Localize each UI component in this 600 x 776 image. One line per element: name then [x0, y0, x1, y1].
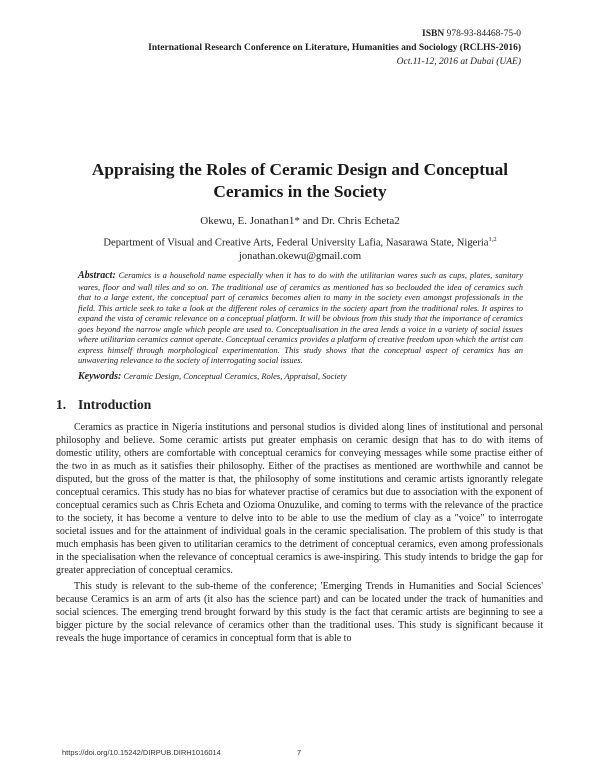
isbn-line [422, 29, 521, 39]
keywords-text: Ceramic Design, Conceptual Ceramics, Roles, Appraisal, Society [123, 371, 347, 381]
section-body [56, 421, 543, 648]
conference-name: International Research Conference on Literature, Humanities and Sociology (RCLHS-2016) [148, 43, 521, 53]
abstract-label: Abstract: [78, 270, 116, 281]
affiliation [60, 236, 540, 249]
section-number: 1. [56, 397, 67, 412]
affiliation-superscript: 1,2 [488, 236, 497, 243]
conference-dates: Oct.11-12, 2016 at Dubai (UAE) [396, 57, 521, 67]
page-number: 7 [297, 748, 302, 757]
abstract-text: Ceramics is a household name especially when it has to do with the utilitarian wares such as cups, plates, sanitary wares, floor and wall tiles and so on. The traditional use of ceramics as mentioned has so beclouded the idea of ceramics such that to a large extent, the conceptual part of ceramics becomes alien to many in the society even amongst professionals in the field. This article seek to take a look at the different roles of ceramics in the society apart from the traditional roles. It aspires to expand the vista of ceramic relevance on a conceptual platform. It will be obvious from this study that the importance of ceramics goes beyond the narrow angle which people are used to. Conceptualisation in the area lends a voice in a variety of social issues where utilitarian ceramics cannot operate. Conceptual ceramics provides a platform of creative freedom upon which the artist can express himself through morphological experimentation. This study shows that the conceptual aspect of ceramics has an unwavering relevance to the society of interrogating social issues. [78, 270, 523, 365]
keywords [78, 371, 523, 382]
keywords-label: Keywords: [78, 371, 122, 382]
body-paragraph: Ceramics as practice in Nigeria institutions and personal studios is divided along lines of institutional and personal philosophy and believe. Some ceramic artists put greater emphasis on ceramic design that has to do with items of domestic utility, others are comfortable with conceptual ceramics for conveying messages while some practise either of the two in as much as it satisfies their philosophy. Either of the practises as mentioned are worthwhile and cannot be disputed, but the gross of the matter is that, the philosophy of some institutions and ceramic artists ignorantly relegate conceptual ceramics. This study has no bias for whatever practise of ceramics but due to association with the exponent of conceptual ceramics such as Chris Echeta and Ozioma Onuzulike, and coming to terms with the relevance of the practice to the society, it has become a venture to delve into to be able to use the medium of clay as a "voice" to interrogate societal issues and for the attainment of individual goals in the ceramic specialisation. The problem of this study is that much emphasis has been given to utilitarian ceramics to the detriment of conceptual ceramics, even among professionals in the specialisation when the relevance of conceptual ceramics is awe-inspiring. This study intends to bridge the gap for greater appreciation of conceptual ceramics. [56, 422, 543, 576]
body-paragraph: This study is relevant to the sub-theme of the conference; 'Emerging Trends in Humanities and Social Sciences' because Ceramics is an arm of arts (it also has the science part) and can be located under the track of humanities and social sciences. The emerging trend brought forward by this study is the fact that ceramic artists are beginning to see a bigger picture by the social relevance of ceramics other than the traditional uses. This study is significant because it reveals the huge importance of ceramics in conceptual form that is able to [56, 581, 543, 644]
affiliation-text: Department of Visual and Creative Arts, Federal University Lafia, Nasarawa State, Nigeria [103, 237, 489, 249]
paper-title: Appraising the Roles of Ceramic Design and Conceptual Ceramics in the Society [91, 160, 509, 201]
section-title: Introduction [78, 397, 152, 412]
abstract [78, 270, 523, 366]
authors: Okewu, E. Jonathan1* and Dr. Chris Echeta2 [200, 215, 400, 227]
section-heading [56, 397, 151, 413]
author-email[interactable]: jonathan.okewu@gmail.com [238, 251, 362, 262]
isbn-value: 978-93-84468-75-0 [446, 29, 521, 39]
isbn-label: ISBN [422, 29, 445, 39]
footer-doi[interactable]: https://doi.org/10.15242/DIRPUB.DIRH1016014 [62, 748, 221, 757]
